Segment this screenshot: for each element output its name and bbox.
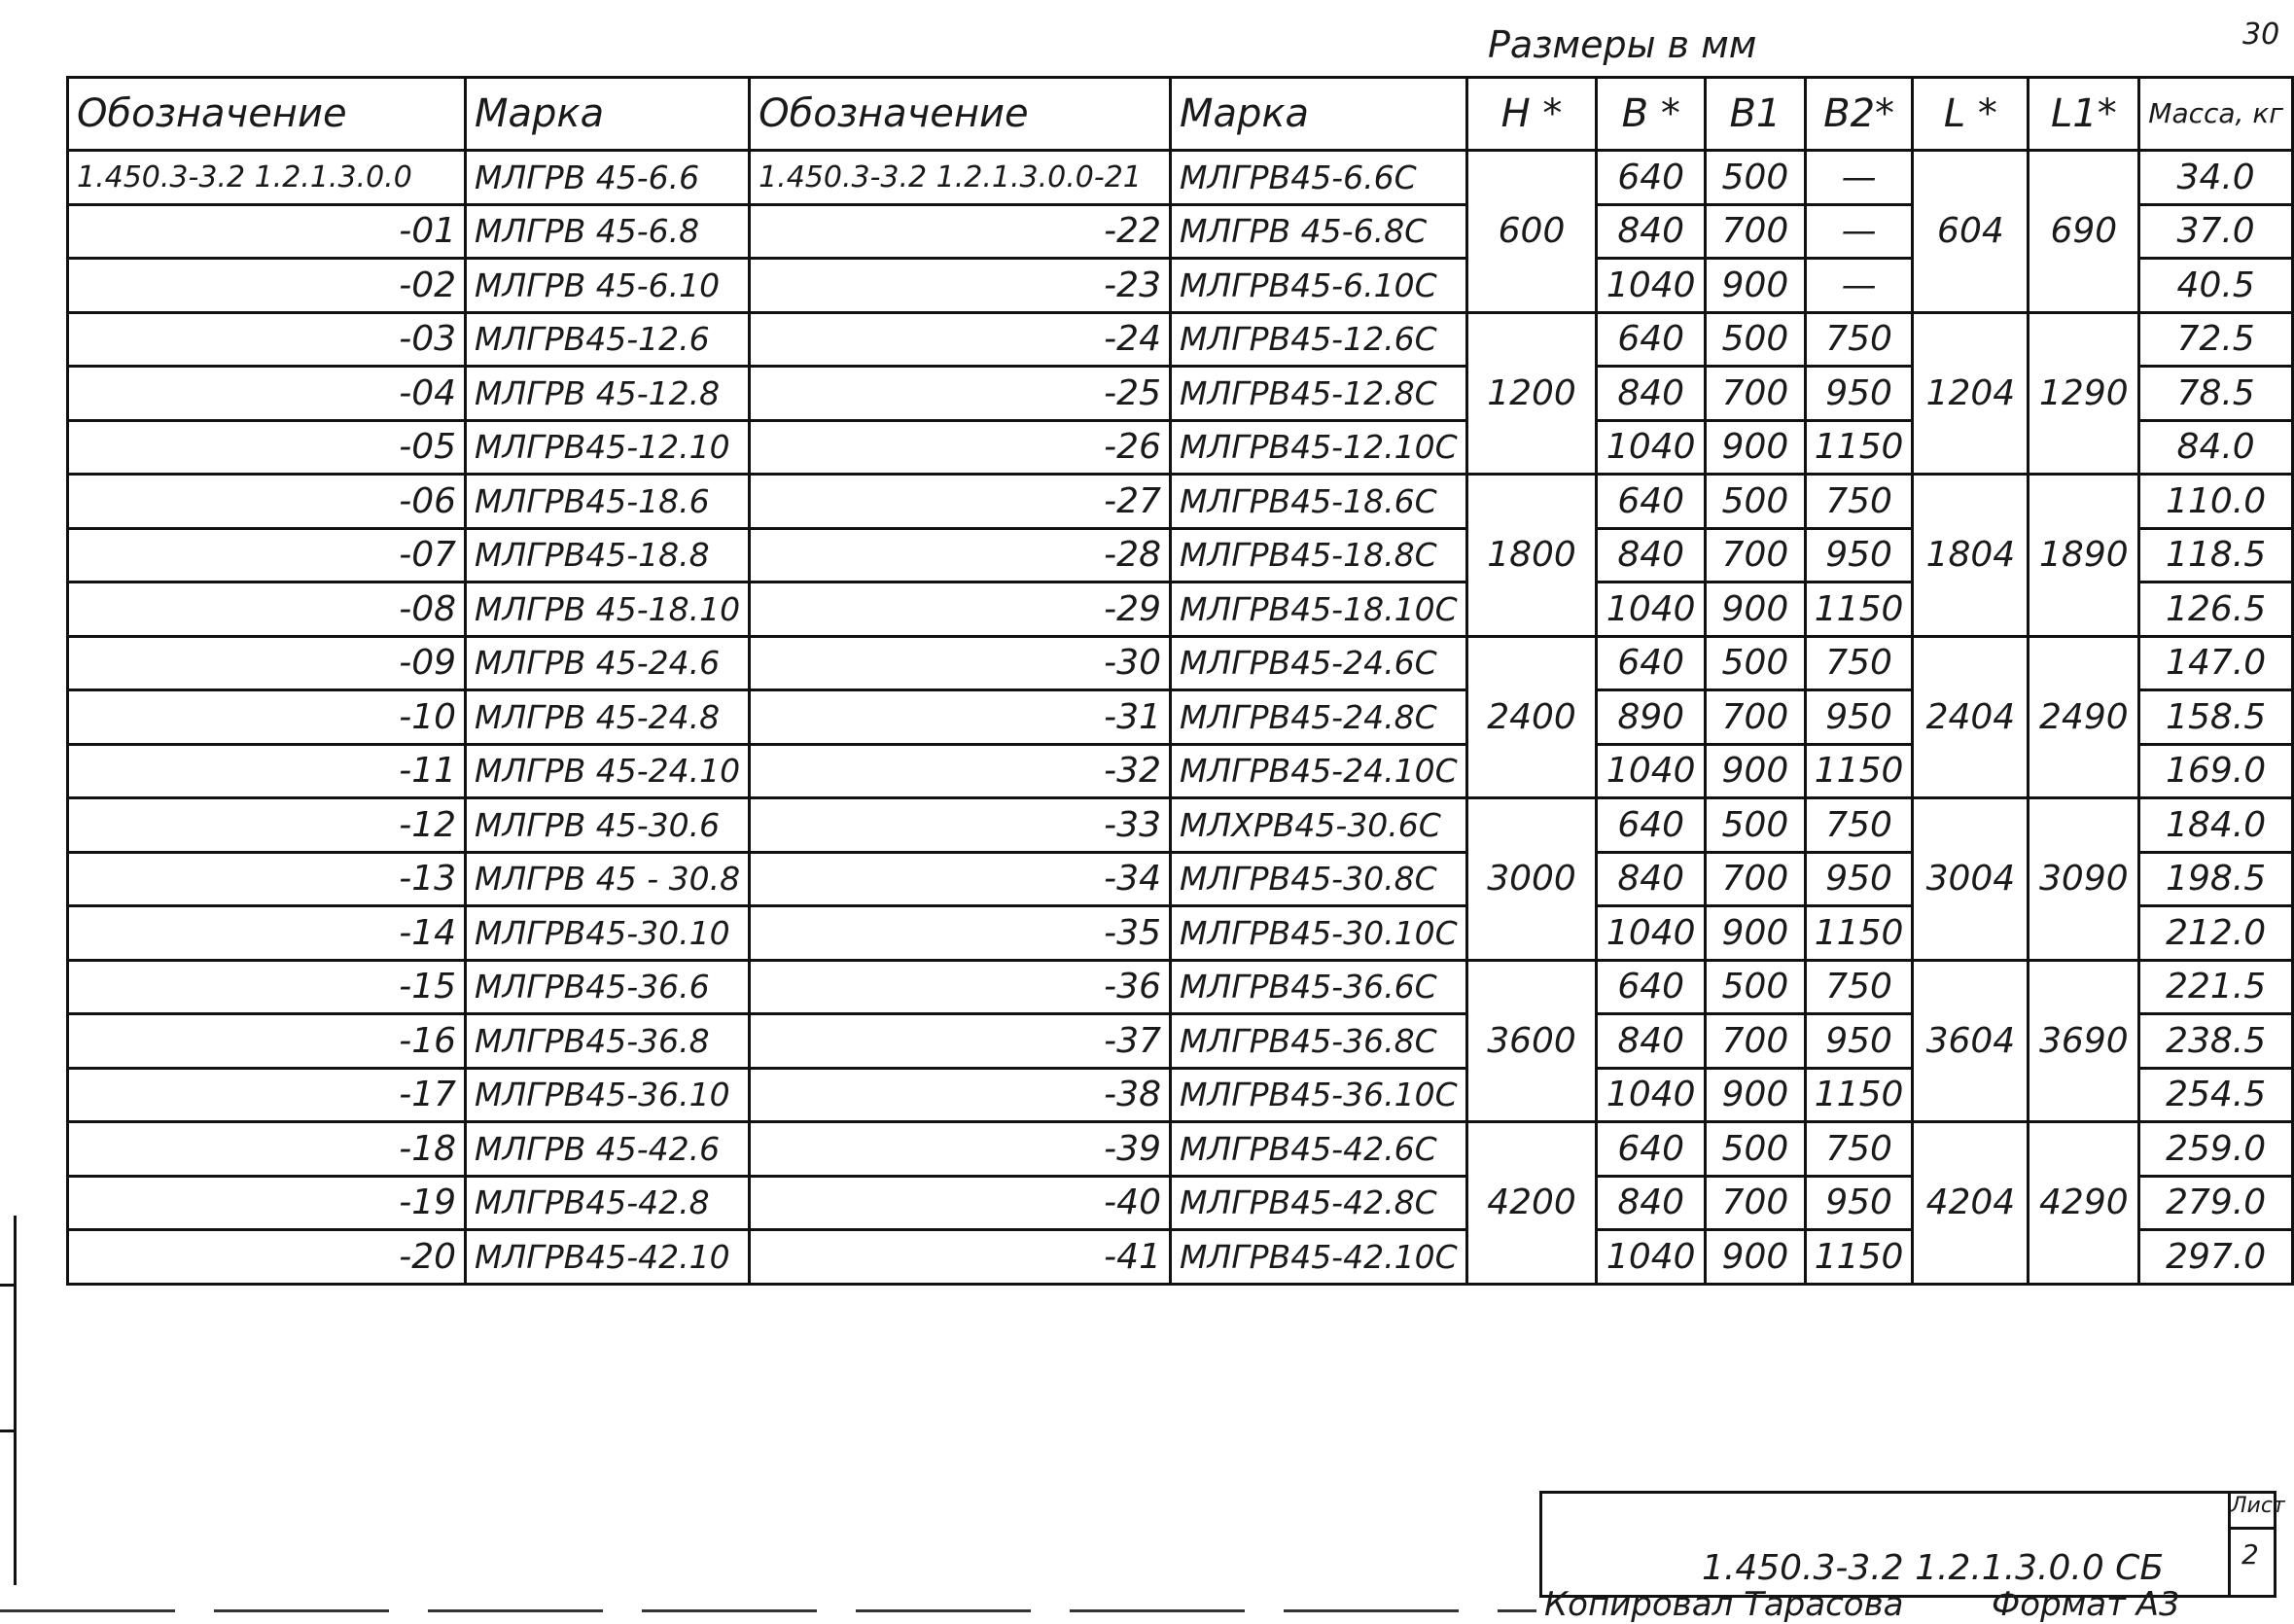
b2-cell: — bbox=[1805, 204, 1913, 259]
header-designation-2: Обозначение bbox=[750, 78, 1171, 151]
b2-cell: 750 bbox=[1805, 475, 1913, 529]
b1-cell: 900 bbox=[1706, 744, 1806, 798]
l-cell: 3004 bbox=[1913, 798, 2029, 961]
table-row bbox=[68, 312, 2293, 367]
designation-cell-2: -24 bbox=[750, 312, 1171, 367]
b1-cell: 700 bbox=[1706, 528, 1806, 583]
l1-cell: 1890 bbox=[2029, 475, 2139, 637]
b2-cell: 1150 bbox=[1805, 1068, 1913, 1122]
mark-cell-2: МЛГРВ45-12.6С bbox=[1170, 312, 1466, 367]
h-cell: 4200 bbox=[1466, 1122, 1597, 1285]
header-mass: Масса, кг bbox=[2139, 78, 2293, 151]
b-cell: 1040 bbox=[1597, 420, 1706, 475]
l1-cell: 2490 bbox=[2029, 636, 2139, 798]
l-cell: 1804 bbox=[1913, 475, 2029, 637]
b2-cell: 1150 bbox=[1805, 906, 1913, 961]
b-cell: 840 bbox=[1597, 852, 1706, 906]
b1-cell: 700 bbox=[1706, 852, 1806, 906]
mark-cell-2: МЛГРВ45-18.10С bbox=[1170, 583, 1466, 637]
designation-cell: -18 bbox=[68, 1122, 466, 1177]
designation-cell-2: -23 bbox=[750, 259, 1171, 313]
b-cell: 640 bbox=[1597, 151, 1706, 205]
h-cell: 3600 bbox=[1466, 960, 1597, 1122]
header-l: L * bbox=[1913, 78, 2029, 151]
l1-cell: 690 bbox=[2029, 151, 2139, 313]
mass-cell: 198.5 bbox=[2139, 852, 2293, 906]
header-mark-2: Марка bbox=[1170, 78, 1466, 151]
b2-cell: 950 bbox=[1805, 1176, 1913, 1230]
b2-cell: 750 bbox=[1805, 312, 1913, 367]
mark-cell: МЛГРВ45-36.10 bbox=[466, 1068, 750, 1122]
mark-cell-2: МЛГРВ45-18.8С bbox=[1170, 528, 1466, 583]
mass-cell: 169.0 bbox=[2139, 744, 2293, 798]
header-l1: L1* bbox=[2029, 78, 2139, 151]
b2-cell: 1150 bbox=[1805, 1230, 1913, 1285]
mark-cell-2: МЛГРВ45-24.8С bbox=[1170, 690, 1466, 745]
b-cell: 840 bbox=[1597, 367, 1706, 421]
designation-cell: -09 bbox=[68, 636, 466, 690]
mass-cell: 254.5 bbox=[2139, 1068, 2293, 1122]
mark-cell: МЛГРВ 45-18.10 bbox=[466, 583, 750, 637]
designation-cell-2: -26 bbox=[750, 420, 1171, 475]
mark-cell: МЛГРВ45-18.6 bbox=[466, 475, 750, 529]
mark-cell: МЛГРВ 45-24.6 bbox=[466, 636, 750, 690]
designation-cell-2: -33 bbox=[750, 798, 1171, 853]
l-cell: 3604 bbox=[1913, 960, 2029, 1122]
designation-cell-2: -29 bbox=[750, 583, 1171, 637]
designation-cell: -01 bbox=[68, 204, 466, 259]
b2-cell: 950 bbox=[1805, 528, 1913, 583]
b-cell: 840 bbox=[1597, 528, 1706, 583]
header-mark: Марка bbox=[466, 78, 750, 151]
b-cell: 1040 bbox=[1597, 1230, 1706, 1285]
designation-cell: -11 bbox=[68, 744, 466, 798]
mark-cell-2: МЛГРВ45-42.8С bbox=[1170, 1176, 1466, 1230]
mark-cell: МЛГРВ 45-30.6 bbox=[466, 798, 750, 853]
mass-cell: 184.0 bbox=[2139, 798, 2293, 853]
table-row bbox=[68, 151, 2293, 205]
mark-cell: МЛГРВ45-42.8 bbox=[466, 1176, 750, 1230]
designation-cell-2: -37 bbox=[750, 1014, 1171, 1069]
b-cell: 640 bbox=[1597, 636, 1706, 690]
mark-cell: МЛГРВ 45-42.6 bbox=[466, 1122, 750, 1177]
designation-cell: 1.450.3-3.2 1.2.1.3.0.0 bbox=[68, 151, 466, 205]
mark-cell: МЛГРВ 45-6.10 bbox=[466, 259, 750, 313]
designation-cell-2: -36 bbox=[750, 960, 1171, 1014]
b2-cell: 1150 bbox=[1805, 583, 1913, 637]
header-b2: B2* bbox=[1805, 78, 1913, 151]
designation-cell: -14 bbox=[68, 906, 466, 961]
b2-cell: 750 bbox=[1805, 798, 1913, 853]
b-cell: 1040 bbox=[1597, 583, 1706, 637]
b1-cell: 500 bbox=[1706, 636, 1806, 690]
mass-cell: 84.0 bbox=[2139, 420, 2293, 475]
b1-cell: 500 bbox=[1706, 960, 1806, 1014]
mark-cell-2: МЛГРВ45-24.10С bbox=[1170, 744, 1466, 798]
b-cell: 640 bbox=[1597, 1122, 1706, 1177]
designation-cell: -16 bbox=[68, 1014, 466, 1069]
b1-cell: 500 bbox=[1706, 151, 1806, 205]
sheet-number: 2 bbox=[2241, 1538, 2259, 1571]
b-cell: 1040 bbox=[1597, 906, 1706, 961]
l-cell: 2404 bbox=[1913, 636, 2029, 798]
page-number: 30 bbox=[2242, 18, 2280, 52]
header-b1: B1 bbox=[1706, 78, 1806, 151]
header-h: H * bbox=[1466, 78, 1597, 151]
b-cell: 840 bbox=[1597, 1014, 1706, 1069]
b1-cell: 700 bbox=[1706, 367, 1806, 421]
designation-cell-2: -34 bbox=[750, 852, 1171, 906]
designation-cell-2: 1.450.3-3.2 1.2.1.3.0.0-21 bbox=[750, 151, 1171, 205]
mass-cell: 37.0 bbox=[2139, 204, 2293, 259]
mark-cell-2: МЛГРВ45-18.6С bbox=[1170, 475, 1466, 529]
b2-cell: — bbox=[1805, 151, 1913, 205]
b1-cell: 500 bbox=[1706, 798, 1806, 853]
designation-cell: -15 bbox=[68, 960, 466, 1014]
h-cell: 1800 bbox=[1466, 475, 1597, 637]
mark-cell-2: МЛГРВ45-36.6С bbox=[1170, 960, 1466, 1014]
designation-cell-2: -25 bbox=[750, 367, 1171, 421]
header-b: B * bbox=[1597, 78, 1706, 151]
format-label: Формат А3 bbox=[1992, 1585, 2180, 1624]
mark-cell: МЛГРВ45-30.10 bbox=[466, 906, 750, 961]
mark-cell-2: МЛГРВ 45-6.8С bbox=[1170, 204, 1466, 259]
b2-cell: 1150 bbox=[1805, 420, 1913, 475]
b2-cell: 950 bbox=[1805, 1014, 1913, 1069]
designation-cell-2: -30 bbox=[750, 636, 1171, 690]
mark-cell: МЛГРВ45-36.8 bbox=[466, 1014, 750, 1069]
mass-cell: 78.5 bbox=[2139, 367, 2293, 421]
b1-cell: 700 bbox=[1706, 1176, 1806, 1230]
mass-cell: 279.0 bbox=[2139, 1176, 2293, 1230]
binding-margin-line bbox=[14, 1216, 17, 1585]
l-cell: 1204 bbox=[1913, 312, 2029, 475]
mark-cell: МЛГРВ45-36.6 bbox=[466, 960, 750, 1014]
designation-cell-2: -39 bbox=[750, 1122, 1171, 1177]
designation-cell: -08 bbox=[68, 583, 466, 637]
mark-cell-2: МЛГРВ45-12.10С bbox=[1170, 420, 1466, 475]
b1-cell: 900 bbox=[1706, 583, 1806, 637]
mark-cell: МЛГРВ45-12.6 bbox=[466, 312, 750, 367]
b-cell: 890 bbox=[1597, 690, 1706, 745]
sheet-label: Лист bbox=[2231, 1494, 2285, 1518]
copied-by: Копировал Тарасова bbox=[1544, 1585, 1904, 1624]
mass-cell: 158.5 bbox=[2139, 690, 2293, 745]
l1-cell: 3690 bbox=[2029, 960, 2139, 1122]
table-header-row bbox=[68, 78, 2293, 151]
mark-cell-2: МЛГРВ45-6.6С bbox=[1170, 151, 1466, 205]
mass-cell: 118.5 bbox=[2139, 528, 2293, 583]
designation-cell-2: -32 bbox=[750, 744, 1171, 798]
mark-cell: МЛГРВ 45-24.10 bbox=[466, 744, 750, 798]
b2-cell: 750 bbox=[1805, 960, 1913, 1014]
b1-cell: 700 bbox=[1706, 1014, 1806, 1069]
b1-cell: 900 bbox=[1706, 906, 1806, 961]
designation-cell: -02 bbox=[68, 259, 466, 313]
mark-cell-2: МЛГРВ45-30.10С bbox=[1170, 906, 1466, 961]
b2-cell: 750 bbox=[1805, 1122, 1913, 1177]
mass-cell: 297.0 bbox=[2139, 1230, 2293, 1285]
b1-cell: 900 bbox=[1706, 1230, 1806, 1285]
mark-cell: МЛГРВ45-12.10 bbox=[466, 420, 750, 475]
h-cell: 3000 bbox=[1466, 798, 1597, 961]
l1-cell: 1290 bbox=[2029, 312, 2139, 475]
designation-cell: -19 bbox=[68, 1176, 466, 1230]
mass-cell: 259.0 bbox=[2139, 1122, 2293, 1177]
mark-cell-2: МЛГРВ45-30.8С bbox=[1170, 852, 1466, 906]
b1-cell: 500 bbox=[1706, 1122, 1806, 1177]
h-cell: 2400 bbox=[1466, 636, 1597, 798]
mark-cell-2: МЛГРВ45-6.10С bbox=[1170, 259, 1466, 313]
designation-cell: -05 bbox=[68, 420, 466, 475]
designation-cell-2: -28 bbox=[750, 528, 1171, 583]
b-cell: 640 bbox=[1597, 960, 1706, 1014]
table-row bbox=[68, 636, 2293, 690]
b1-cell: 700 bbox=[1706, 204, 1806, 259]
b-cell: 1040 bbox=[1597, 744, 1706, 798]
designation-cell: -13 bbox=[68, 852, 466, 906]
designation-cell-2: -22 bbox=[750, 204, 1171, 259]
b2-cell: 750 bbox=[1805, 636, 1913, 690]
sheet-divider bbox=[2228, 1527, 2276, 1530]
h-cell: 1200 bbox=[1466, 312, 1597, 475]
b2-cell: 1150 bbox=[1805, 744, 1913, 798]
designation-cell: -04 bbox=[68, 367, 466, 421]
designation-cell-2: -35 bbox=[750, 906, 1171, 961]
table-row bbox=[68, 798, 2293, 853]
b2-cell: 950 bbox=[1805, 367, 1913, 421]
designation-cell-2: -38 bbox=[750, 1068, 1171, 1122]
l1-cell: 4290 bbox=[2029, 1122, 2139, 1285]
b-cell: 640 bbox=[1597, 312, 1706, 367]
mark-cell: МЛГРВ 45 - 30.8 bbox=[466, 852, 750, 906]
b-cell: 1040 bbox=[1597, 1068, 1706, 1122]
bottom-frame-line bbox=[0, 1609, 1536, 1612]
b1-cell: 500 bbox=[1706, 312, 1806, 367]
mark-cell: МЛГРВ 45-24.8 bbox=[466, 690, 750, 745]
mark-cell: МЛГРВ45-42.10 bbox=[466, 1230, 750, 1285]
designation-cell-2: -27 bbox=[750, 475, 1171, 529]
designation-cell-2: -31 bbox=[750, 690, 1171, 745]
table-row bbox=[68, 960, 2293, 1014]
l-cell: 604 bbox=[1913, 151, 2029, 313]
binding-margin-tick bbox=[0, 1430, 14, 1432]
designation-cell-2: -40 bbox=[750, 1176, 1171, 1230]
mark-cell-2: МЛГРВ45-42.6С bbox=[1170, 1122, 1466, 1177]
l1-cell: 3090 bbox=[2029, 798, 2139, 961]
mass-cell: 34.0 bbox=[2139, 151, 2293, 205]
b-cell: 640 bbox=[1597, 798, 1706, 853]
header-designation: Обозначение bbox=[68, 78, 466, 151]
designation-cell-2: -41 bbox=[750, 1230, 1171, 1285]
b2-cell: 950 bbox=[1805, 852, 1913, 906]
b2-cell: — bbox=[1805, 259, 1913, 313]
mark-cell-2: МЛГРВ45-42.10С bbox=[1170, 1230, 1466, 1285]
b1-cell: 900 bbox=[1706, 420, 1806, 475]
designation-cell: -10 bbox=[68, 690, 466, 745]
l-cell: 4204 bbox=[1913, 1122, 2029, 1285]
b2-cell: 950 bbox=[1805, 690, 1913, 745]
table-body bbox=[68, 151, 2293, 1285]
mark-cell-2: МЛГРВ45-12.8С bbox=[1170, 367, 1466, 421]
mark-cell-2: МЛГРВ45-36.8С bbox=[1170, 1014, 1466, 1069]
designation-cell: -06 bbox=[68, 475, 466, 529]
mass-cell: 110.0 bbox=[2139, 475, 2293, 529]
mass-cell: 147.0 bbox=[2139, 636, 2293, 690]
mark-cell-2: МЛХРВ45-30.6С bbox=[1170, 798, 1466, 853]
mark-cell: МЛГРВ 45-12.8 bbox=[466, 367, 750, 421]
designation-cell: -03 bbox=[68, 312, 466, 367]
specification-table bbox=[66, 76, 2294, 1286]
mass-cell: 40.5 bbox=[2139, 259, 2293, 313]
mass-cell: 126.5 bbox=[2139, 583, 2293, 637]
dimensions-caption: Размеры в мм bbox=[1488, 23, 1757, 66]
b1-cell: 700 bbox=[1706, 690, 1806, 745]
table-row bbox=[68, 1122, 2293, 1177]
designation-cell: -20 bbox=[68, 1230, 466, 1285]
binding-margin-tick bbox=[0, 1284, 14, 1287]
designation-cell: -07 bbox=[68, 528, 466, 583]
mass-cell: 72.5 bbox=[2139, 312, 2293, 367]
mark-cell: МЛГРВ45-18.8 bbox=[466, 528, 750, 583]
mark-cell-2: МЛГРВ45-36.10С bbox=[1170, 1068, 1466, 1122]
mass-cell: 212.0 bbox=[2139, 906, 2293, 961]
document-code: 1.450.3-3.2 1.2.1.3.0.0 СБ bbox=[1702, 1548, 2165, 1588]
b-cell: 840 bbox=[1597, 1176, 1706, 1230]
b1-cell: 500 bbox=[1706, 475, 1806, 529]
b-cell: 640 bbox=[1597, 475, 1706, 529]
h-cell: 600 bbox=[1466, 151, 1597, 313]
b-cell: 1040 bbox=[1597, 259, 1706, 313]
table-row bbox=[68, 475, 2293, 529]
designation-cell: -17 bbox=[68, 1068, 466, 1122]
mark-cell-2: МЛГРВ45-24.6С bbox=[1170, 636, 1466, 690]
b1-cell: 900 bbox=[1706, 1068, 1806, 1122]
b1-cell: 900 bbox=[1706, 259, 1806, 313]
mark-cell: МЛГРВ 45-6.8 bbox=[466, 204, 750, 259]
mass-cell: 238.5 bbox=[2139, 1014, 2293, 1069]
mark-cell: МЛГРВ 45-6.6 bbox=[466, 151, 750, 205]
b-cell: 840 bbox=[1597, 204, 1706, 259]
mass-cell: 221.5 bbox=[2139, 960, 2293, 1014]
designation-cell: -12 bbox=[68, 798, 466, 853]
